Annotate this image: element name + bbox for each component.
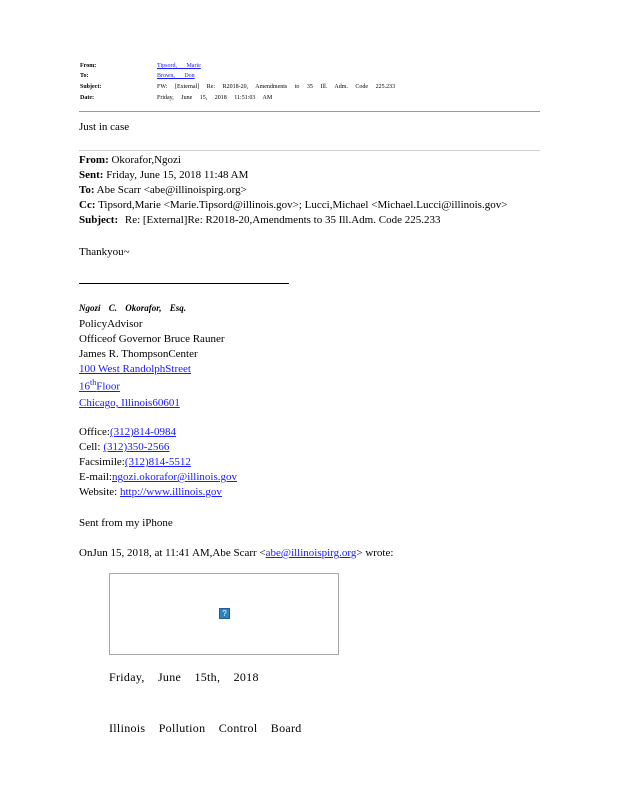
fax-line: [79, 456, 191, 468]
quote-intro-line: [79, 547, 393, 559]
quote-board-line: Illinois Pollution Control Board: [109, 721, 302, 735]
website-link[interactable]: http://www.illinois.gov: [119, 486, 222, 498]
forward-subject-value: Re: [External]Re: R2018-20,Amendments to 35 Ill.Adm. Code 225.233: [124, 214, 441, 226]
floor-number: 16: [79, 380, 90, 393]
header-date-label: Date:: [80, 95, 94, 101]
forward-sent-value: Friday, June 15, 2018 11:48 AM: [106, 169, 249, 181]
forward-to-label: To:: [79, 184, 95, 196]
header-to-label: To:: [80, 73, 89, 79]
signature-name: Ngozi C. Okorafor, Esq.: [79, 303, 187, 313]
fax-link[interactable]: (312)814-5512: [124, 456, 191, 468]
office-phone-link[interactable]: (312)814-0984: [109, 426, 176, 438]
email-label: E-mail:: [79, 471, 112, 483]
forward-to-value: Abe Scarr <abe@illinoispirg.org>: [96, 184, 247, 196]
header-divider: [79, 111, 540, 112]
signature-rule: [79, 283, 289, 284]
signature-building: James R. ThompsonCenter: [79, 348, 198, 360]
website-line: [79, 486, 222, 498]
header-to-link[interactable]: Brown, Don: [157, 73, 195, 79]
header-subject-value: FW: [External] Re: R2018-20, Amendments to 35 Ill. Adm. Code 225.233: [157, 84, 396, 90]
cell-phone-label: Cell:: [79, 441, 101, 453]
forward-cc-line: [79, 199, 507, 211]
signature-street-link[interactable]: 100 West RandolphStreet: [79, 363, 191, 375]
header-subject-label: Subject:: [80, 84, 102, 90]
forward-from-value: Okorafor,Ngozi: [111, 154, 181, 166]
intro-text: Just in case: [79, 121, 130, 133]
broken-image-glyph: ?: [222, 609, 227, 618]
signature-title: PolicyAdvisor: [79, 318, 143, 330]
quote-prefix: OnJun 15, 2018, at 11:41 AM,Abe Scarr <: [79, 547, 266, 559]
cell-phone-line: [79, 441, 169, 453]
forward-cc-label: Cc:: [79, 199, 96, 211]
cell-phone-link[interactable]: (312)350-2566: [103, 441, 170, 453]
floor-word: Floor: [96, 380, 121, 393]
embedded-image-frame: [109, 573, 339, 655]
signature-floor-link[interactable]: [79, 378, 120, 393]
forward-subject-label: Subject:: [79, 214, 119, 226]
forward-from-label: From:: [79, 154, 109, 166]
office-phone-label: Office:: [79, 426, 110, 438]
broken-image-icon: [219, 608, 230, 619]
office-phone-line: [79, 426, 176, 438]
forward-divider: [79, 150, 540, 151]
forward-from-line: [79, 154, 181, 166]
email-line: [79, 471, 237, 483]
quote-email-link[interactable]: abe@illinoispirg.org: [265, 547, 357, 559]
fax-label: Facsimile:: [79, 456, 125, 468]
header-date-value: Friday, June 15, 2018 11:51:03 AM: [157, 95, 273, 101]
header-from-label: From:: [80, 63, 97, 69]
signature-city-link[interactable]: Chicago, Illinois60601: [79, 397, 180, 409]
forward-subject-line: [79, 214, 440, 226]
website-label: Website:: [79, 486, 118, 498]
floor-superscript: th: [90, 378, 97, 387]
forward-to-line: [79, 184, 247, 196]
header-from-link[interactable]: Tipsord, Marie: [157, 63, 201, 69]
forward-cc-value: Tipsord,Marie <Marie.Tipsord@illinois.gov>; Lucci,Michael <Michael.Lucci@illinois.gov>: [98, 199, 508, 211]
forward-sent-label: Sent:: [79, 169, 104, 181]
email-header: [80, 63, 540, 107]
sent-from-text: Sent from my iPhone: [79, 517, 173, 529]
thanks-text: Thankyou~: [79, 246, 130, 258]
quote-date-line: Friday, June 15th, 2018: [109, 670, 259, 684]
signature-office: Officeof Governor Bruce Rauner: [79, 333, 225, 345]
forward-sent-line: [79, 169, 248, 181]
email-link[interactable]: ngozi.okorafor@illinois.gov: [112, 471, 238, 483]
quote-suffix: > wrote:: [356, 547, 394, 559]
